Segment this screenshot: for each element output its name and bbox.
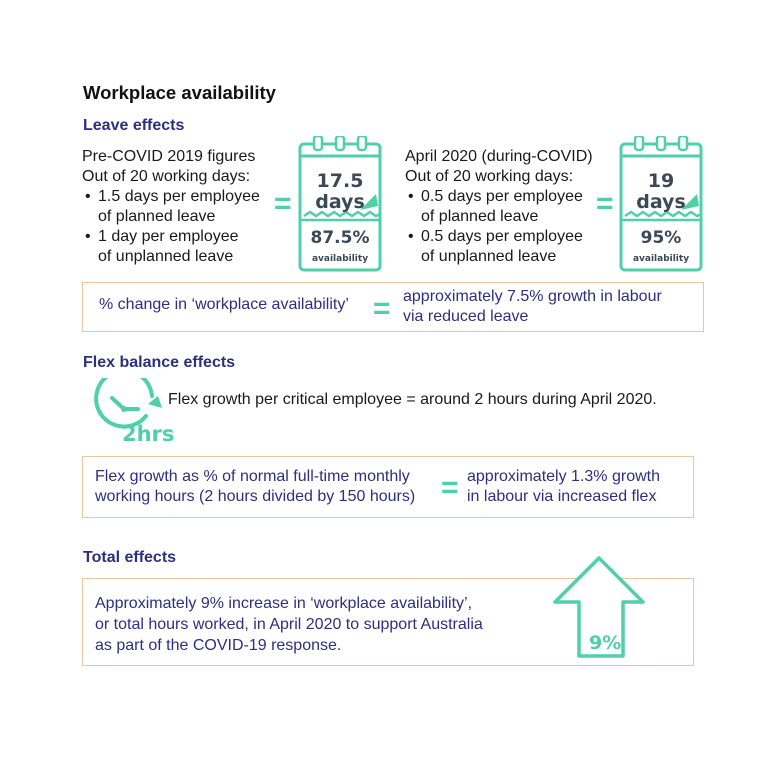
flex-effects-heading: Flex balance effects	[83, 354, 236, 371]
april-heading: April 2020 (during-COVID)	[405, 148, 593, 165]
pre-covid-bullet-1: • 1.5 days per employee	[82, 187, 260, 207]
pre-covid-bullet-2: • 1 day per employee	[82, 227, 260, 247]
calendar-availability-label: availability	[632, 254, 690, 264]
arrow-label: 9%	[589, 632, 622, 654]
flex-summary-right-2: in labour via increased flex	[467, 488, 657, 505]
pre-covid-heading: Pre-COVID 2019 figures	[82, 148, 256, 165]
flex-growth-text: Flex growth per critical employee = around 2 hours during April 2020.	[168, 391, 657, 408]
april-bullet-2: • 0.5 days per employee	[405, 227, 593, 247]
pre-covid-bullet-1-cont: of planned leave	[98, 208, 216, 225]
page-title: Workplace availability	[83, 82, 276, 103]
leave-summary-box	[82, 282, 704, 332]
leave-summary-right	[403, 287, 662, 327]
total-effects-heading: Total effects	[83, 549, 177, 566]
clock-label: 2hrs	[122, 422, 175, 446]
calendar-availability-pct: 95%	[640, 228, 682, 248]
flex-summary-left-2: working hours (2 hours divided by 150 hours)	[95, 488, 416, 505]
calendar-days-number: 17.5	[316, 170, 364, 192]
up-arrow-icon	[551, 556, 647, 660]
pre-covid-bullet-2-cont: of unplanned leave	[98, 248, 234, 265]
clock-icon	[92, 378, 184, 446]
flex-summary-left	[95, 467, 415, 507]
flex-summary-right-1: approximately 1.3% growth	[467, 468, 660, 485]
pre-equals-sign: =	[274, 187, 292, 220]
pre-covid-text	[82, 147, 260, 267]
flex-summary-box	[82, 456, 694, 518]
april-bullet-2-cont: of unplanned leave	[421, 248, 557, 265]
calendar-availability-pct: 87.5%	[310, 228, 370, 248]
calendar-days-unit: days	[636, 191, 686, 213]
april-equals-sign: =	[596, 187, 614, 220]
leave-summary-right-1: approximately 7.5% growth in labour	[403, 288, 662, 305]
pre-covid-sub: Out of 20 working days:	[82, 168, 251, 185]
leave-summary-right-2: via reduced leave	[403, 308, 529, 325]
calendar-icon	[619, 136, 703, 272]
flex-summary-left-1: Flex growth as % of normal full-time monthly	[95, 468, 410, 485]
april-bullet-1: • 0.5 days per employee	[405, 187, 593, 207]
total-summary-text	[95, 593, 483, 656]
calendar-days-number: 19	[647, 170, 675, 192]
april-text	[405, 147, 593, 267]
leave-summary-equals: =	[373, 292, 391, 325]
total-summary-line-3: as part of the COVID-19 response.	[95, 637, 342, 654]
calendar-availability-label: availability	[311, 254, 369, 264]
total-summary-line-2: or total hours worked, in April 2020 to support Australia	[95, 616, 483, 633]
total-summary-line-1: Approximately 9% increase in ‘workplace availability’,	[95, 595, 473, 612]
april-bullet-1-cont: of planned leave	[421, 208, 539, 225]
leave-summary-left: % change in ‘workplace availability’	[99, 296, 349, 313]
calendar-days-unit: days	[315, 191, 365, 213]
calendar-icon	[298, 136, 382, 272]
flex-summary-equals: =	[441, 471, 459, 504]
leave-effects-heading: Leave effects	[83, 117, 185, 134]
flex-summary-right	[467, 467, 660, 507]
april-sub: Out of 20 working days:	[405, 168, 574, 185]
